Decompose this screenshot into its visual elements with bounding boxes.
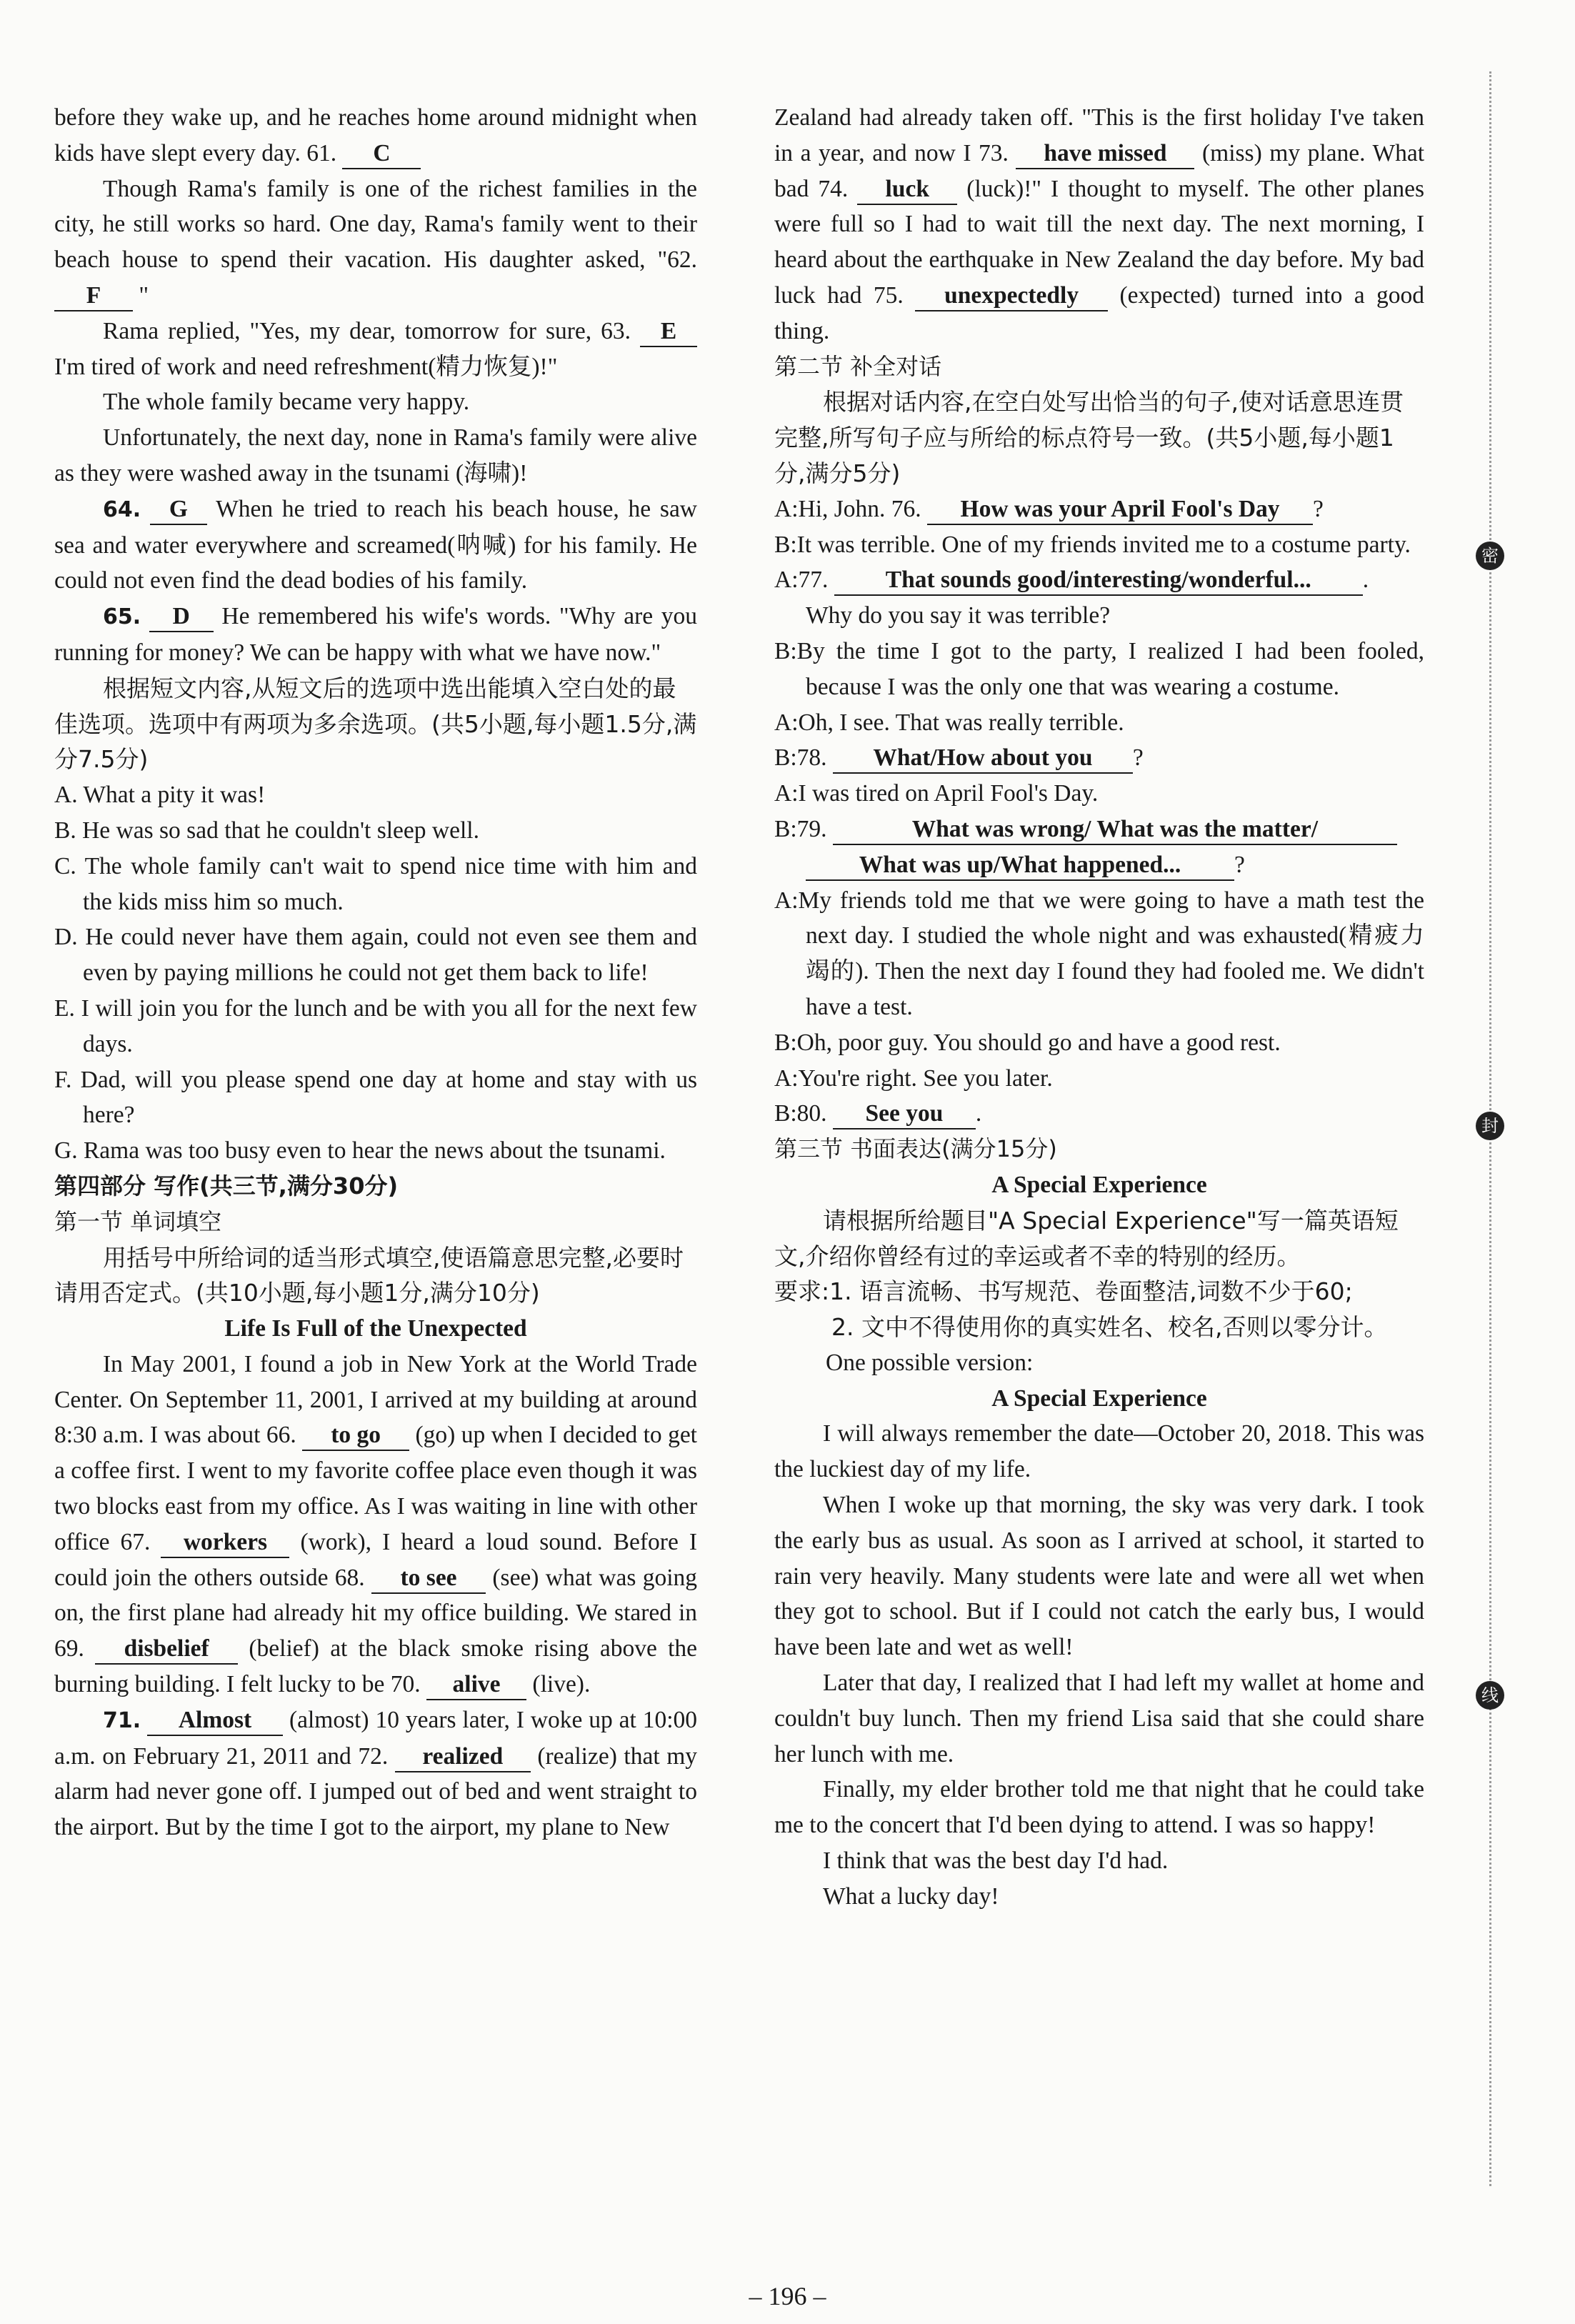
seal-mark: 密 — [1476, 542, 1504, 570]
essay-title: A Special Experience — [991, 1171, 1207, 1198]
answer-69: disbelief — [95, 1635, 238, 1665]
dialogue-line: B:It was terrible. One of my friends invited me to a costume party. — [774, 531, 1411, 558]
section3-heading: 第三节 书面表达(满分15分) — [774, 1135, 1057, 1163]
instructions: 根据短文内容,从短文后的选项中选出能填入空白处的最佳选项。选项中有两项为多余选项。(共5小题,每小题1.5分,满分7.5分) — [54, 674, 697, 774]
dialogue-line — [774, 812, 1424, 847]
text: " — [139, 281, 149, 309]
essay-paragraph: When I woke up that morning, the sky was very dark. I took the early bus as usual. As soon as I arrived at school, it started to rain very heavily. Many students were late and were all wet when they got to school. But if I could not catch the early bus, I would have been late and wet as well! — [774, 1492, 1424, 1661]
text: A:77. — [774, 567, 829, 594]
dialogue-line: A:Oh, I see. That was really terrible. — [774, 709, 1124, 736]
dialogue-line — [774, 562, 1424, 598]
essay-paragraph: Finally, my elder brother told me that night that he could take me to the concert that I'd been dying to attend. I was so happy! — [774, 1776, 1424, 1839]
dialogue-line — [774, 492, 1424, 527]
text: . — [1362, 567, 1369, 594]
requirement-2: 2. 文中不得使用你的真实姓名、校名,否则以零分计。 — [831, 1313, 1388, 1342]
passage-paragraph: Unfortunately, the next day, none in Rama's family were alive as they were washed away in the tsunami (海啸)! — [54, 424, 697, 487]
text: before they wake up, and he reaches home around midnight when kids have slept every day. 61. — [54, 104, 697, 166]
answer-64: G — [150, 495, 207, 525]
text: (almost) 10 years later, I woke up at 10:00 a.m. on February 21, 2011 and 72. — [54, 1706, 698, 1770]
part4-heading: 第四部分 写作(共三节,满分30分) — [54, 1172, 399, 1200]
right-column — [774, 100, 1424, 1915]
text: . — [975, 1100, 982, 1127]
answer-62: F — [54, 281, 133, 311]
answer-71: Almost — [147, 1706, 283, 1736]
passage-paragraph — [54, 1347, 697, 1702]
option-a: A. What a pity it was! — [54, 782, 266, 809]
answer-68: to see — [371, 1564, 486, 1594]
dialogue-line: B:Oh, poor guy. You should go and have a good rest. — [774, 1029, 1281, 1056]
answer-80: See you — [833, 1099, 976, 1129]
text: ? — [1132, 744, 1144, 772]
dialogue-line — [774, 847, 1424, 883]
dialogue-line: A:I was tired on April Fool's Day. — [774, 780, 1099, 807]
version-label: One possible version: — [826, 1349, 1034, 1376]
passage-title: Life Is Full of the Unexpected — [224, 1315, 527, 1342]
text: B:78. — [774, 744, 827, 772]
text: (belief) at the black smoke rising above the burning building. I felt lucky to be 70. — [54, 1635, 698, 1698]
passage-paragraph — [54, 171, 697, 314]
answer-66: to go — [302, 1421, 409, 1451]
text: (expected) turned into a good thing. — [774, 281, 1425, 344]
passage-paragraph — [54, 100, 697, 171]
section2-heading: 第二节 补全对话 — [774, 352, 942, 380]
question-number: 71. — [103, 1707, 141, 1733]
dialogue-line — [774, 740, 1424, 776]
answer-61: C — [342, 139, 421, 169]
option-e: E. I will join you for the lunch and be with you all for the next few days. — [54, 994, 697, 1057]
option-d: D. He could never have them again, could not even see them and even by paying millions he could not get them back to life! — [54, 924, 697, 987]
answer-78: What/How about you — [833, 744, 1133, 774]
section1-heading: 第一节 单词填空 — [54, 1207, 222, 1235]
passage-paragraph — [54, 314, 697, 385]
text: (live). — [532, 1671, 591, 1698]
question-number: 64. — [103, 497, 141, 522]
text: (work), I heard a loud sound. Before I could join the others outside 68. — [54, 1528, 697, 1591]
answer-79a: What was wrong/ What was the matter/ — [833, 815, 1397, 845]
text: Though Rama's family is one of the richest families in the city, he still works so hard. One day, Rama's family went to their beach house to spend their vacation. His daughter asked, "62. — [54, 175, 697, 274]
option-g: G. Rama was too busy even to hear the news about the tsunami. — [54, 1137, 666, 1165]
passage-paragraph — [54, 492, 697, 599]
option-f: F. Dad, will you please spend one day at home and stay with us here? — [54, 1066, 697, 1129]
seal-mark: 线 — [1476, 1681, 1504, 1710]
text: Rama replied, "Yes, my dear, tomorrow for sure, 63. — [103, 317, 631, 344]
section1-instructions: 用括号中所给词的适当形式填空,使语篇意思完整,必要时请用否定式。(共10小题,每小题1分,满分10分) — [54, 1243, 684, 1307]
text: (luck)!" I thought to myself. The other planes were full so I had to wait till the next day. The next morning, I heard about the earthquake in New Zealand the day before. My bad luck had 75. — [774, 175, 1425, 309]
answer-63: E — [640, 317, 697, 347]
dialogue-line: A:You're right. See you later. — [774, 1064, 1053, 1092]
dialogue-line: Why do you say it was terrible? — [806, 602, 1111, 629]
answer-77: That sounds good/interesting/wonderful... — [834, 566, 1363, 596]
answer-70: alive — [426, 1670, 526, 1700]
seal-mark: 封 — [1476, 1112, 1504, 1140]
text: ? — [1234, 851, 1245, 878]
essay-paragraph: What a lucky day! — [823, 1882, 999, 1910]
passage-paragraph: The whole family became very happy. — [103, 389, 470, 416]
text: (go) up when I decided to get a coffee first. I went to my favorite coffee place even though it was two blocks east from my office. As I was waiting in line with other office 67. — [54, 1422, 697, 1555]
passage-paragraph — [54, 599, 697, 671]
answer-73: have missed — [1016, 139, 1194, 169]
answer-79b: What was up/What happened... — [806, 851, 1234, 881]
answer-75: unexpectedly — [915, 281, 1108, 311]
passage-paragraph — [54, 1702, 697, 1845]
text: A:Hi, John. 76. — [774, 495, 921, 522]
essay-paragraph: Later that day, I realized that I had left my wallet at home and couldn't buy lunch. Then my friend Lisa said that she could share her lunch with me. — [774, 1670, 1424, 1767]
answer-74: luck — [857, 175, 957, 205]
dialogue-line: B:By the time I got to the party, I realized I had been fooled, because I was the only one that was wearing a costume. — [774, 637, 1424, 700]
passage-paragraph — [774, 100, 1424, 349]
text: B:79. — [774, 815, 827, 842]
dialogue-line — [774, 1096, 1424, 1132]
left-column — [54, 100, 697, 1845]
text: Zealand had already taken off. "This is the first holiday I've taken in a year, and now I 73. — [774, 104, 1424, 166]
answer-76: How was your April Fool's Day — [927, 495, 1313, 525]
option-b: B. He was so sad that he couldn't sleep well. — [54, 817, 479, 844]
question-number: 65. — [103, 604, 141, 630]
answer-72: realized — [395, 1742, 531, 1772]
essay-title: A Special Experience — [991, 1385, 1207, 1412]
text: (see) what was going on, the first plane had already hit my office building. We stared in 69. — [54, 1564, 698, 1662]
essay-paragraph: I think that was the best day I'd had. — [823, 1847, 1169, 1875]
section3-instructions: 请根据所给题目"A Special Experience"写一篇英语短文,介绍你曾经有过的幸运或者不幸的特别的经历。 — [774, 1206, 1399, 1270]
text: B:80. — [774, 1100, 827, 1127]
text: I'm tired of work and need refreshment(精力恢复)!" — [54, 353, 558, 380]
page-number: – 196 – — [749, 2282, 826, 2310]
text: (realize) that my alarm had never gone off. I jumped out of bed and went straight to the airport. But by the time I got to the airport, my plane to New — [54, 1742, 698, 1841]
text: ? — [1313, 495, 1324, 522]
essay-paragraph: I will always remember the date—October 20, 2018. This was the luckiest day of my life. — [774, 1420, 1424, 1483]
text: He remembered his wife's words. "Why are you running for money? We can be happy with what we have now." — [54, 603, 697, 666]
text: (miss) my plane. What bad 74. — [774, 139, 1425, 202]
requirement-1: 要求:1. 语言流畅、书写规范、卷面整洁,词数不少于60; — [774, 1277, 1353, 1306]
section2-instructions: 根据对话内容,在空白处写出恰当的句子,使对话意思连贯完整,所写句子应与所给的标点符号一致。(共5小题,每小题1分,满分5分) — [774, 388, 1404, 487]
answer-65: D — [149, 602, 214, 632]
option-c: C. The whole family can't wait to spend nice time with him and the kids miss him so much. — [54, 852, 697, 915]
answer-67: workers — [161, 1528, 289, 1558]
text: In May 2001, I found a job in New York at the World Trade Center. On September 11, 2001, I arrived at my building at around 8:30 a.m. I was about 66. — [54, 1350, 697, 1449]
dialogue-line: A:My friends told me that we were going to have a math test the next day. I studied the whole night and was exhausted(精疲力竭的). Then the next day I found they had fooled me. We didn't have a test. — [774, 887, 1424, 1020]
text: When he tried to reach his beach house, he saw sea and water everywhere and screamed(呐喊) for his family. He could not even find the dead bodies of his family. — [54, 495, 697, 594]
